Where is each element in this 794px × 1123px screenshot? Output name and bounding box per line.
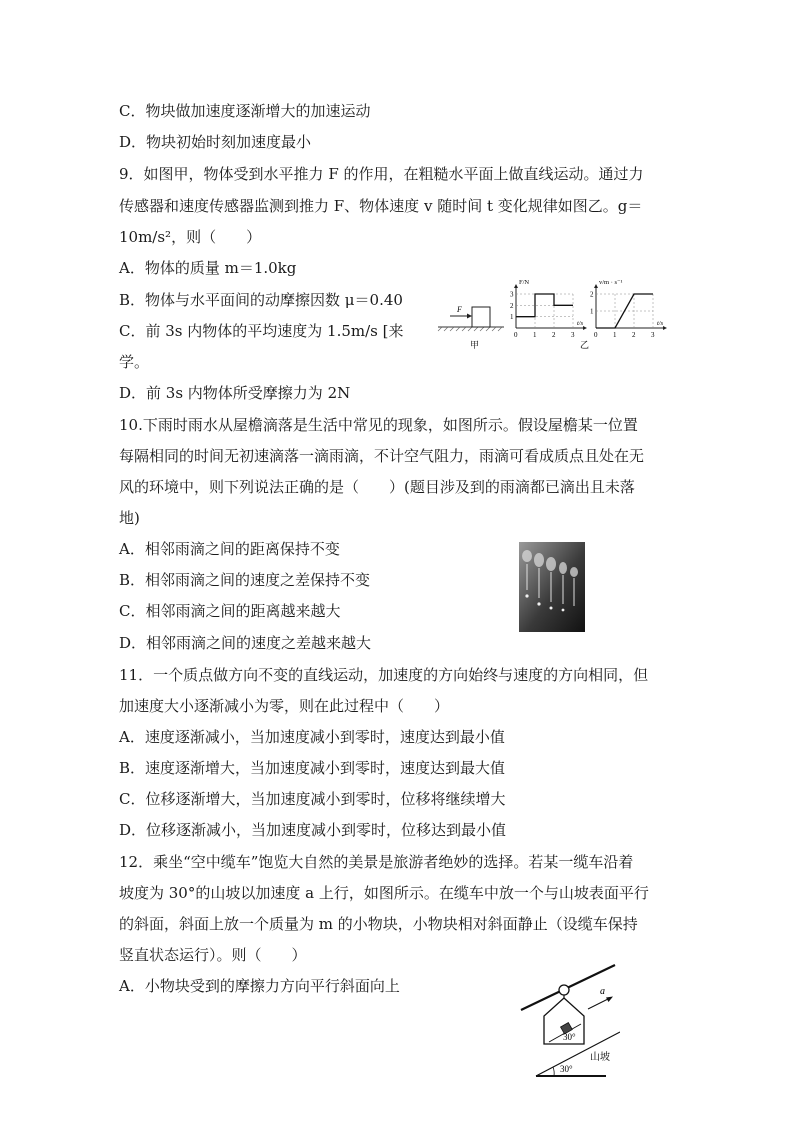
ground-angle-label: 30° <box>560 1064 573 1074</box>
block <box>472 307 490 327</box>
q8-option-c: C．物块做加速度逐渐增大的加速运动 <box>119 102 371 120</box>
v-t-x-arrow <box>663 326 667 330</box>
v-t-graph <box>590 280 667 339</box>
f-t-ytick-3: 3 <box>510 290 514 299</box>
v-t-xtick-1: 1 <box>613 331 617 339</box>
q9-option-a: A．物体的质量 m＝1.0kg <box>119 259 297 277</box>
q8-option-d: D．物块初始时刻加速度最小 <box>119 133 312 151</box>
q12-stem-line2: 坡度为 30°的山坡以加速度 a 上行，如图所示。在缆车中放一个与山坡表面平行 <box>119 884 649 902</box>
q12-stem-line3: 的斜面，斜面上放一个质量为 m 的小物块，小物块相对斜面静止（设缆车保持 <box>119 915 638 933</box>
label-jia: 甲 <box>470 340 480 350</box>
q9-option-c: C．前 3s 内物体的平均速度为 1.5m/s [来 <box>119 322 404 340</box>
q9-stem-line3: 10m/s²，则（ ） <box>119 228 262 246</box>
f-t-x-arrow <box>583 326 587 330</box>
cable-car-figure <box>520 962 620 1080</box>
q10-option-b: B．相邻雨滴之间的速度之差保持不变 <box>119 571 371 589</box>
f-t-graph <box>510 280 587 339</box>
q11-option-a: A．速度逐渐减小，当加速度减小到零时，速度达到最小值 <box>119 728 505 746</box>
raindrop-photo <box>519 542 585 632</box>
q12-option-a: A．小物块受到的摩擦力方向平行斜面向上 <box>119 977 400 995</box>
slope-label: 山坡 <box>590 1052 610 1063</box>
f-t-xtick-2: 2 <box>552 331 556 339</box>
accel-label: a <box>600 986 605 997</box>
v-t-xlabel: t/s <box>657 320 664 327</box>
q10-stem-line2: 每隔相同的时间无初速滴落一滴雨滴，不计空气阻力，雨滴可看成质点且处在无 <box>119 447 645 465</box>
q9-figure-jia <box>438 305 504 350</box>
q9-stem-line2: 传感器和速度传感器监测到推力 F、物体速度 v 随时间 t 变化规律如图乙。g＝ <box>119 197 643 215</box>
pulley <box>559 985 569 995</box>
q9-option-d: D．前 3s 内物体所受摩擦力为 2N <box>119 384 351 402</box>
q11-stem-line2: 加速度大小逐渐减小为零，则在此过程中（ ） <box>119 697 450 715</box>
q11-option-b: B．速度逐渐增大，当加速度减小到零时，速度达到最大值 <box>119 759 506 777</box>
v-t-xtick-0: 0 <box>594 331 598 339</box>
label-yi: 乙 <box>580 340 590 350</box>
f-t-y-arrow <box>514 284 518 288</box>
inner-angle-label: 30° <box>563 1032 576 1042</box>
f-t-ylabel: F/N <box>519 280 530 286</box>
q11-stem-line1: 11．一个质点做方向不变的直线运动，加速度的方向始终与速度的方向相同，但 <box>119 666 649 684</box>
q12-stem-line1: 12．乘坐“空中缆车”饱览大自然的美景是旅游者绝妙的选择。若某一缆车沿着 <box>119 853 634 871</box>
v-t-y-arrow <box>594 284 598 288</box>
f-t-xlabel: t/s <box>577 320 584 327</box>
q9-stem-line1: 9．如图甲，物体受到水平推力 F 的作用，在粗糙水平面上做直线运动。通过力 <box>119 165 644 183</box>
f-t-xtick-0: 0 <box>514 331 518 339</box>
q9-option-c-cont: 学。 <box>119 353 150 371</box>
f-t-xtick-1: 1 <box>533 331 537 339</box>
q9-option-b: B．物体与水平面间的动摩擦因数 μ＝0.40 <box>119 291 403 309</box>
v-t-ytick-2: 2 <box>590 290 594 299</box>
acceleration-arrow <box>588 998 610 1009</box>
v-t-ylabel: v/m · s⁻¹ <box>599 280 623 286</box>
q11-option-d: D．位移逐渐减小，当加速度减小到零时，位移达到最小值 <box>119 821 507 839</box>
f-t-xtick-3: 3 <box>571 331 575 339</box>
q10-stem-line1: 10.下雨时雨水从屋檐滴落是生活中常见的现象，如图所示。假设屋檐某一位置 <box>119 416 638 434</box>
q10-option-a: A．相邻雨滴之间的距离保持不变 <box>119 540 340 558</box>
q10-option-c: C．相邻雨滴之间的距离越来越大 <box>119 602 341 620</box>
v-t-xtick-3: 3 <box>651 331 655 339</box>
q10-stem-line3: 风的环境中，则下列说法正确的是（ ）(题目涉及到的雨滴都已滴出且未落 <box>119 478 635 496</box>
f-t-ytick-1: 1 <box>510 313 514 322</box>
q10-option-d: D．相邻雨滴之间的速度之差越来越大 <box>119 634 372 652</box>
f-t-ytick-2: 2 <box>510 301 514 310</box>
q11-option-c: C．位移逐渐增大，当加速度减小到零时，位移将继续增大 <box>119 790 506 808</box>
q12-stem-line4: 竖直状态运行）。则（ ） <box>119 946 307 964</box>
v-t-xtick-2: 2 <box>632 331 636 339</box>
q9-figure <box>436 280 686 356</box>
v-t-ytick-1: 1 <box>590 307 594 316</box>
q10-stem-line4: 地) <box>119 509 140 527</box>
force-label: F <box>457 305 462 314</box>
